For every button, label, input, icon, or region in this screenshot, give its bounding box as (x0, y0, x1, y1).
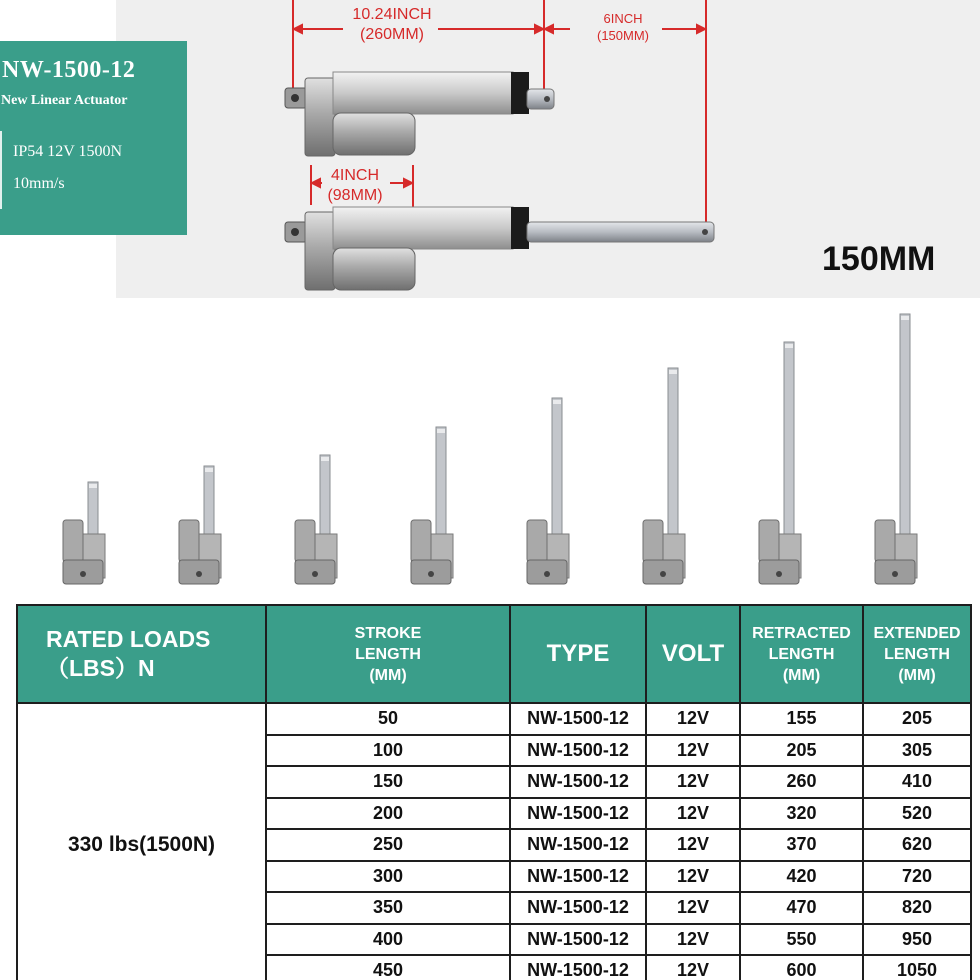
cell-type: NW-1500-12 (510, 766, 646, 798)
cell-stroke: 450 (266, 955, 510, 980)
cell-retracted: 470 (740, 892, 863, 924)
cell-type: NW-1500-12 (510, 892, 646, 924)
spec-line-1: IP54 12V 1500N (13, 143, 123, 160)
cell-retracted: 370 (740, 829, 863, 861)
cell-stroke: 100 (266, 735, 510, 767)
cell-volt: 12V (646, 735, 740, 767)
stroke-length-label: 150MM (822, 240, 936, 278)
lineup-actuator (179, 466, 221, 584)
header-extended-length: EXTENDED LENGTH (MM) (863, 605, 971, 703)
header-stroke-length: STROKE LENGTH (MM) (266, 605, 510, 703)
model-name: NW-1500-12 (2, 57, 136, 83)
cell-extended: 1050 (863, 955, 971, 980)
lineup-actuator (875, 314, 917, 584)
lineup-actuator (411, 427, 453, 584)
cell-retracted: 260 (740, 766, 863, 798)
cell-stroke: 300 (266, 861, 510, 893)
cell-type: NW-1500-12 (510, 798, 646, 830)
header-type: TYPE (510, 605, 646, 703)
cell-volt: 12V (646, 861, 740, 893)
spec-table (16, 604, 972, 980)
cell-volt: 12V (646, 766, 740, 798)
lineup-actuator (527, 398, 569, 584)
cell-retracted: 320 (740, 798, 863, 830)
cell-stroke: 400 (266, 924, 510, 956)
rated-load-cell: 330 lbs(1500N) (17, 703, 266, 980)
retracted-dim-mm: (260MM) (359, 26, 425, 43)
cell-stroke: 50 (266, 703, 510, 735)
product-subtitle: New Linear Actuator (1, 93, 128, 108)
cell-volt: 12V (646, 955, 740, 980)
cell-retracted: 550 (740, 924, 863, 956)
cell-retracted: 205 (740, 735, 863, 767)
header-rated-loads: RATED LOADS （LBS）N (17, 605, 266, 703)
cell-extended: 410 (863, 766, 971, 798)
product-badge (0, 41, 187, 235)
cell-extended: 520 (863, 798, 971, 830)
cell-type: NW-1500-12 (510, 861, 646, 893)
cell-type: NW-1500-12 (510, 735, 646, 767)
header-volt: VOLT (646, 605, 740, 703)
cell-type: NW-1500-12 (510, 829, 646, 861)
cell-volt: 12V (646, 798, 740, 830)
cell-volt: 12V (646, 892, 740, 924)
cell-type: NW-1500-12 (510, 955, 646, 980)
stroke-dim-mm: (150MM) (596, 28, 650, 43)
cell-stroke: 250 (266, 829, 510, 861)
cell-volt: 12V (646, 703, 740, 735)
lineup-actuator (759, 342, 801, 584)
retracted-actuator (285, 72, 554, 156)
extended-actuator (285, 207, 714, 290)
lineup-actuator (643, 368, 685, 584)
badge-divider (0, 131, 2, 209)
cell-volt: 12V (646, 924, 740, 956)
cell-stroke: 350 (266, 892, 510, 924)
table-header-row (17, 605, 971, 703)
table-row (17, 703, 971, 735)
cell-stroke: 200 (266, 798, 510, 830)
cell-stroke: 150 (266, 766, 510, 798)
cell-volt: 12V (646, 829, 740, 861)
motor-dim-inch: 4INCH (330, 167, 380, 184)
cell-extended: 620 (863, 829, 971, 861)
cell-extended: 820 (863, 892, 971, 924)
stroke-dim-inch: 6INCH (603, 11, 643, 26)
lineup-actuator (295, 455, 337, 584)
cell-extended: 205 (863, 703, 971, 735)
retracted-dim-inch: 10.24INCH (352, 6, 432, 23)
cell-extended: 720 (863, 861, 971, 893)
spec-line-2: 10mm/s (13, 175, 65, 192)
cell-extended: 950 (863, 924, 971, 956)
cell-type: NW-1500-12 (510, 924, 646, 956)
cell-retracted: 420 (740, 861, 863, 893)
cell-type: NW-1500-12 (510, 703, 646, 735)
header-retracted-length: RETRACTED LENGTH (MM) (740, 605, 863, 703)
cell-extended: 305 (863, 735, 971, 767)
lineup-actuator (63, 482, 105, 584)
motor-dim-mm: (98MM) (327, 187, 383, 204)
cell-retracted: 155 (740, 703, 863, 735)
cell-retracted: 600 (740, 955, 863, 980)
actuator-lineup (0, 300, 980, 600)
